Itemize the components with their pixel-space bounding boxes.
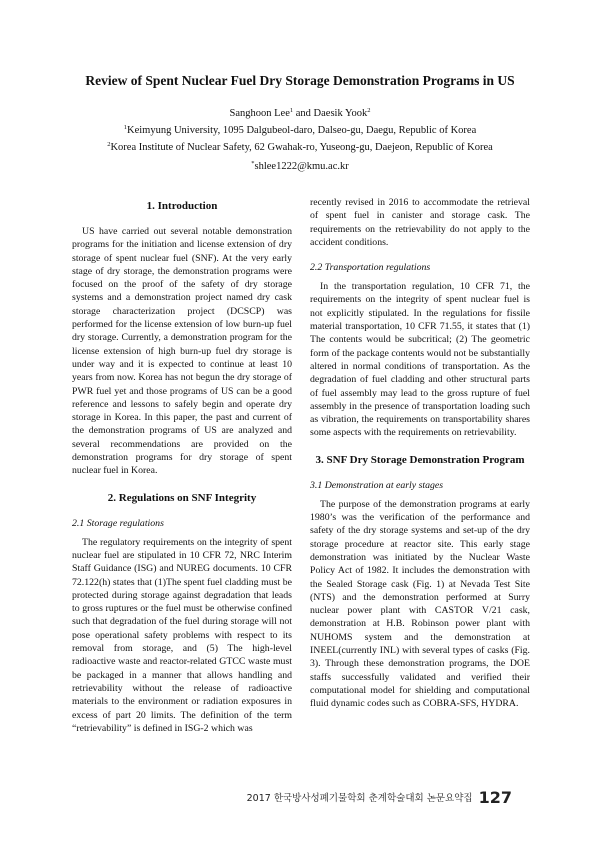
contact-email	[40, 160, 560, 173]
author-name: Daesik Yook	[313, 108, 368, 119]
author-name: Sanghoon Lee	[229, 108, 290, 119]
affiliation-text: Keimyung University, 1095 Dalgubeol-daro, Dalseo-gu, Daegu, Republic of Korea	[127, 125, 477, 136]
author-superscript: 2	[367, 107, 371, 114]
section-heading: 3. SNF Dry Storage Demonstration Program	[315, 453, 525, 466]
proceedings-name: 2017 한국방사성폐기물학회 춘계학술대회 논문요약집	[246, 793, 473, 804]
paragraph: US have carried out several notable demonstration programs for the initiation and license extension of dry storage of spent nuclear fuel (SNF). At the very early stage of dry storage, the demonstration programs were focused on the proof of the safety of dry storage systems and a demonstration project named dry cask storage characterization project (DCSCP) was performed for the license extension of low burn-up fuel dry storage. Currently, a demonstration program for the license extension of high burn-up fuel dry storage is under way and it is expected to continue at least 10 years from now. Korea has not begun the dry storage of PWR fuel yet and those programs of US can be a good reference and lessons to safely begin and operate dry storage in Korea. In this paper, the past and current of the demonstration programs of US are analyzed and several recommendations are provided on the demonstration programs for dry storage of spent nuclear fuel in Korea.	[72, 226, 292, 477]
author-conjunction: and	[293, 108, 314, 119]
section-heading: 2. Regulations on SNF Integrity	[107, 491, 257, 504]
author-superscript: 1	[289, 107, 294, 114]
right-column	[310, 196, 530, 711]
subsection-heading: 3.1 Demonstration at early stages	[310, 479, 444, 491]
paragraph: In the transportation regulation, 10 CFR 71, the requirements on the integrity of spent nuclear fuel is not explicitly stipulated. In the regulations for fissile material transportation, 10 CFR 71.55, it states that (1) The contents would be subcritical; (2) The geometric form of the package contents would not be substantially altered in normal conditions of transportation. As the degradation of fuel cladding and other structural parts of fuel assembly may lead to the gross rupture of fuel assembly in the presence of transportation loading such as vibration, the requirements on transportability shares some aspects with the requirements on retrievability.	[310, 281, 530, 439]
subsection-heading: 2.2 Transportation regulations	[310, 262, 431, 274]
affiliation-superscript: 1	[123, 124, 127, 131]
affiliation-superscript: 2	[107, 141, 111, 148]
email-superscript: *	[251, 160, 255, 167]
subsection-heading: 2.1 Storage regulations	[72, 517, 164, 529]
page-footer	[152, 788, 512, 807]
author-line	[40, 107, 560, 120]
affiliation-1	[40, 124, 560, 137]
affiliation-2	[40, 141, 560, 154]
left-column	[72, 199, 292, 735]
affiliation-text: Korea Institute of Nuclear Safety, 62 Gwahak-ro, Yuseong-gu, Daejeon, Republic of Korea	[110, 142, 493, 153]
paragraph: The regulatory requirements on the integrity of spent nuclear fuel are stipulated in 10 CFR 72, NRC Interim Staff Guidance (ISG) and NUREG documents. 10 CFR 72.122(h) states that (1)The spent fuel cladding must be protected during storage against degradation that leads to gross ruptures or the fuel must be otherwise confined such that degradation of the fuel during storage will not pose operational safety problems with respect to its removal from storage, and (5) The high-level radioactive waste and reactor-related GTCC waste must be packaged in a manner that allows handling and retrievability without the release of radioactive materials to the environment or radiation exposures in excess of part 20 limits. The definition of the term “retrievability” is defined in ISG-2 which was	[72, 536, 292, 734]
page-number: 127	[478, 788, 512, 807]
email-text: shlee1222@kmu.ac.kr	[254, 161, 349, 172]
paragraph: The purpose of the demonstration programs at early 1980’s was the verification of the performance and safety of the dry storage systems and set-up of the dry storage procedure at reactor site. This early stage demonstration was initiated by the Nuclear Waste Policy Act of 1982. It includes the demonstration with the Sealed Storage cask (Fig. 1) at Nevada Test Site (NTS) and the demonstration performed at Surry nuclear power plant with CASTOR V/21 cask, demonstration at H.B. Robinson power plant with NUHOMS system and the demonstration at INEEL(currently INL) with several types of casks (Fig. 3). Through these demonstration programs, the DOE staffs successfully validated and verified their computational model for shielding and computational fluid dynamic codes such as COBRA-SFS, HYDRA.	[310, 498, 530, 710]
paragraph-continued: recently revised in 2016 to accommodate the retrieval of spent fuel in canister and storage cask. The requirements on the retrievability do not apply to the accident conditions.	[310, 197, 530, 248]
section-heading: 1. Introduction	[146, 200, 218, 212]
paper-title: Review of Spent Nuclear Fuel Dry Storage Demonstration Programs in US	[85, 73, 515, 88]
